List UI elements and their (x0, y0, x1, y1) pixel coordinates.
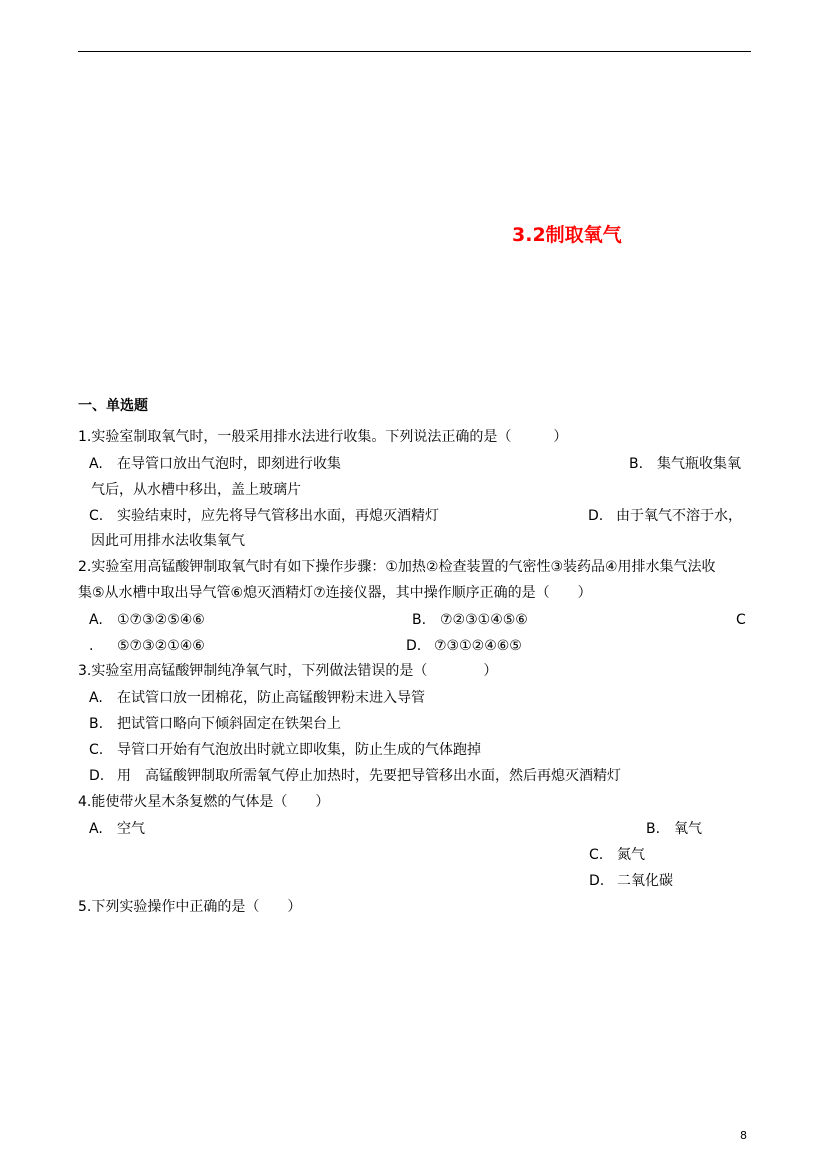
option-letter: A. (89, 690, 103, 706)
option-letter: A. (89, 821, 103, 837)
option-letter: C. (89, 742, 104, 758)
option-text: ①⑦③②⑤④⑥ (117, 612, 205, 628)
option-text: 由于氧气不溶于水， (616, 508, 742, 524)
option-text: 集气瓶收集氧 (657, 456, 741, 472)
header-rule (78, 51, 751, 52)
question-1-option-c (89, 507, 439, 525)
question-4-option-c (589, 846, 645, 864)
document-title: 3.2制取氧气 (512, 224, 622, 246)
option-text: 用 高锰酸钾制取所需氧气停止加热时，先要把导管移出水面，然后再熄灭酒精灯 (117, 768, 621, 784)
question-2-option-c-letter: C (736, 612, 746, 628)
option-text: ⑦②③①④⑤⑥ (440, 612, 528, 628)
question-2-option-c (89, 637, 205, 655)
option-letter-continued: . (89, 638, 94, 654)
question-2-stem-line-1: 2.实验室用高锰酸钾制取氧气时有如下操作步骤：①加热②检查装置的气密性③装药品④用排水集气法收 (78, 559, 716, 575)
option-letter: D. (89, 768, 105, 784)
option-letter: C. (589, 847, 604, 863)
option-text: 氧气 (674, 821, 702, 837)
question-2-option-d (406, 637, 522, 655)
option-text: 在试管口放一团棉花，防止高锰酸钾粉末进入导管 (117, 690, 425, 706)
option-letter: B. (412, 612, 427, 628)
question-3-stem: 3.实验室用高锰酸钾制纯净氧气时，下列做法错误的是（ ） (78, 663, 498, 679)
option-text: ⑤⑦③②①④⑥ (117, 638, 205, 654)
question-2-stem-line-2: 集⑤从水槽中取出导气管⑥熄灭酒精灯⑦连接仪器，其中操作顺序正确的是（ ） (78, 585, 592, 601)
option-letter: D. (588, 508, 604, 524)
section-heading: 一、单选题 (78, 398, 148, 414)
page-number: 8 (740, 1129, 747, 1142)
question-2-option-b (412, 611, 528, 629)
option-text: ⑦③①②④⑥⑤ (434, 638, 522, 654)
option-letter: B. (646, 821, 661, 837)
option-letter: B. (89, 716, 104, 732)
question-4-stem: 4.能使带火星木条复燃的气体是（ ） (78, 794, 330, 810)
option-letter: D. (406, 638, 422, 654)
question-4-option-a (89, 820, 145, 838)
question-4-option-d (589, 872, 673, 890)
question-1-option-b (629, 455, 741, 473)
question-1-option-b-continued: 气后，从水槽中移出，盖上玻璃片 (91, 482, 301, 498)
question-1-option-d-continued: 因此可用排水法收集氧气 (91, 533, 245, 549)
option-text: 导管口开始有气泡放出时就立即收集，防止生成的气体跑掉 (117, 742, 481, 758)
option-text: 在导管口放出气泡时，即刻进行收集 (117, 456, 341, 472)
option-text: 把试管口略向下倾斜固定在铁架台上 (117, 716, 341, 732)
option-text: 氮气 (617, 847, 645, 863)
option-letter: D. (589, 873, 605, 889)
option-letter: A. (89, 612, 103, 628)
question-2-option-a (89, 611, 205, 629)
question-1-option-d (588, 507, 742, 525)
question-1-stem: 1.实验室制取氧气时，一般采用排水法进行收集。下列说法正确的是（ ） (78, 429, 568, 445)
option-text: 二氧化碳 (617, 873, 673, 889)
question-3-option-c (89, 741, 481, 759)
option-letter: A. (89, 456, 103, 472)
question-3-option-d (89, 767, 621, 785)
question-3-option-a (89, 689, 425, 707)
option-letter: C. (89, 508, 104, 524)
question-5-stem: 5.下列实验操作中正确的是（ ） (78, 899, 302, 915)
option-text: 实验结束时，应先将导气管移出水面，再熄灭酒精灯 (117, 508, 439, 524)
question-4-option-b (646, 820, 702, 838)
question-1-option-a (89, 455, 341, 473)
option-text: 空气 (117, 821, 145, 837)
option-letter: B. (629, 456, 644, 472)
question-3-option-b (89, 715, 341, 733)
